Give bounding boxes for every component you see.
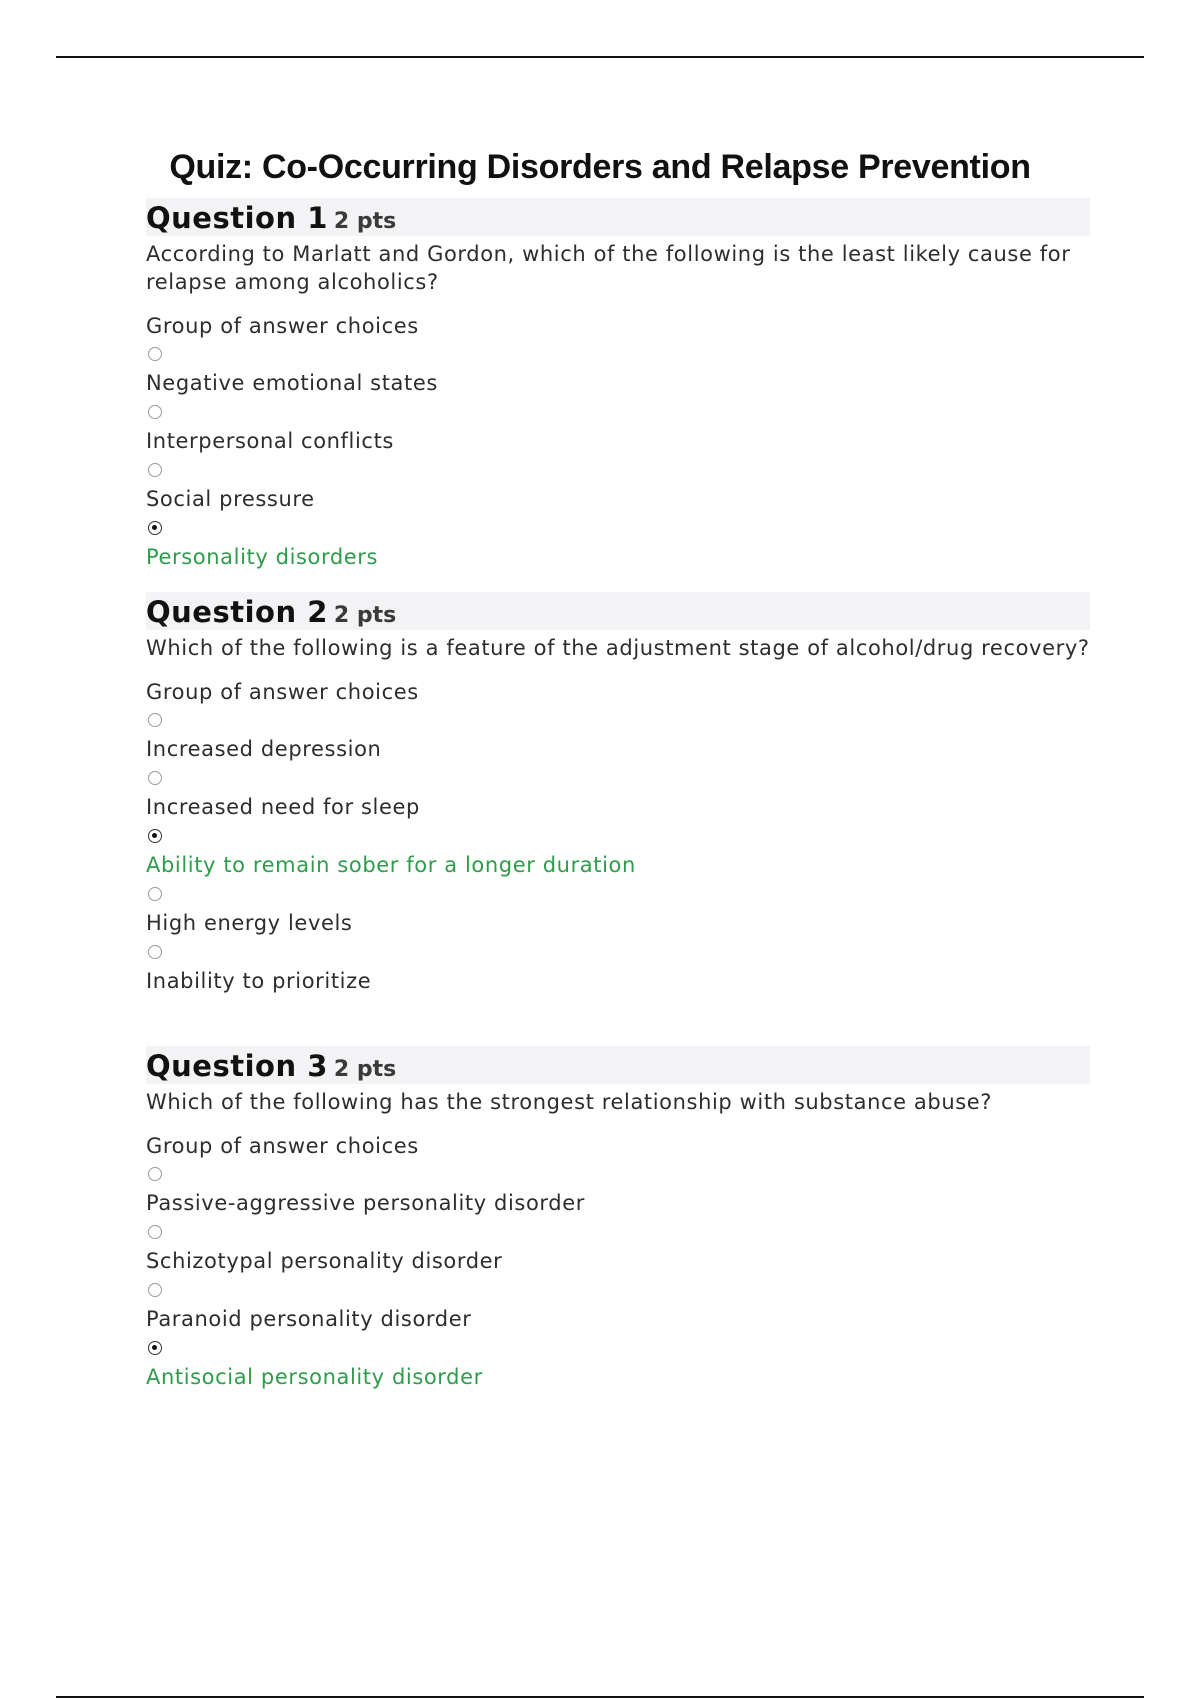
choice-label: Negative emotional states	[146, 371, 438, 395]
answer-choice[interactable]	[146, 945, 1090, 996]
choice-label: High energy levels	[146, 911, 353, 935]
radio-button-checked[interactable]	[148, 521, 162, 535]
radio-button[interactable]	[148, 347, 162, 361]
radio-button[interactable]	[148, 945, 162, 959]
radio-button-checked[interactable]	[148, 1341, 162, 1355]
choice-label: Schizotypal personality disorder	[146, 1249, 503, 1273]
choice-label: Interpersonal conflicts	[146, 429, 394, 453]
answer-choice[interactable]	[146, 1225, 1090, 1276]
choice-label: Passive-aggressive personality disorder	[146, 1191, 585, 1215]
answer-choice[interactable]	[146, 347, 1090, 398]
choice-label-correct: Personality disorders	[146, 545, 379, 569]
radio-button[interactable]	[148, 887, 162, 901]
choice-label: Paranoid personality disorder	[146, 1307, 472, 1331]
question-3	[146, 1046, 1090, 1392]
answer-choice[interactable]	[146, 771, 1090, 822]
answer-choice-selected[interactable]	[146, 829, 1090, 880]
question-header	[146, 198, 1090, 236]
radio-button[interactable]	[148, 405, 162, 419]
radio-button-checked[interactable]	[148, 829, 162, 843]
question-header	[146, 1046, 1090, 1084]
choice-label: Social pressure	[146, 487, 315, 511]
radio-button[interactable]	[148, 1283, 162, 1297]
answer-choice[interactable]	[146, 1283, 1090, 1334]
group-label: Group of answer choices	[146, 1134, 419, 1158]
group-label: Group of answer choices	[146, 680, 419, 704]
question-2	[146, 592, 1090, 996]
choice-label-correct: Ability to remain sober for a longer duration	[146, 853, 636, 877]
answer-choice[interactable]	[146, 1167, 1090, 1218]
question-points: 2 pts	[333, 603, 397, 628]
choice-label: Increased depression	[146, 737, 382, 761]
question-title: Question 1	[146, 201, 328, 235]
radio-button[interactable]	[148, 1225, 162, 1239]
answer-choice[interactable]	[146, 713, 1090, 764]
top-rule	[56, 56, 1144, 58]
question-title: Question 2	[146, 595, 328, 629]
radio-button[interactable]	[148, 1167, 162, 1181]
question-text: According to Marlatt and Gordon, which of the following is the least likely cause for relapse among alcoholics?	[146, 242, 1071, 294]
bottom-rule	[56, 1696, 1144, 1698]
group-label: Group of answer choices	[146, 314, 419, 338]
choice-label: Increased need for sleep	[146, 795, 420, 819]
question-text: Which of the following is a feature of the adjustment stage of alcohol/drug recovery?	[146, 636, 1090, 660]
radio-button[interactable]	[148, 713, 162, 727]
page-title: Quiz: Co-Occurring Disorders and Relapse Prevention	[169, 148, 1031, 186]
question-points: 2 pts	[333, 1057, 397, 1082]
question-points: 2 pts	[333, 209, 397, 234]
question-1	[146, 198, 1090, 572]
answer-choice[interactable]	[146, 405, 1090, 456]
answer-choice-selected[interactable]	[146, 1341, 1090, 1392]
question-header	[146, 592, 1090, 630]
question-title: Question 3	[146, 1049, 328, 1083]
question-text: Which of the following has the strongest relationship with substance abuse?	[146, 1090, 993, 1114]
choice-label-correct: Antisocial personality disorder	[146, 1365, 483, 1389]
radio-button[interactable]	[148, 771, 162, 785]
answer-choice[interactable]	[146, 887, 1090, 938]
choice-label: Inability to prioritize	[146, 969, 372, 993]
answer-choice-selected[interactable]	[146, 521, 1090, 572]
radio-button[interactable]	[148, 463, 162, 477]
answer-choice[interactable]	[146, 463, 1090, 514]
